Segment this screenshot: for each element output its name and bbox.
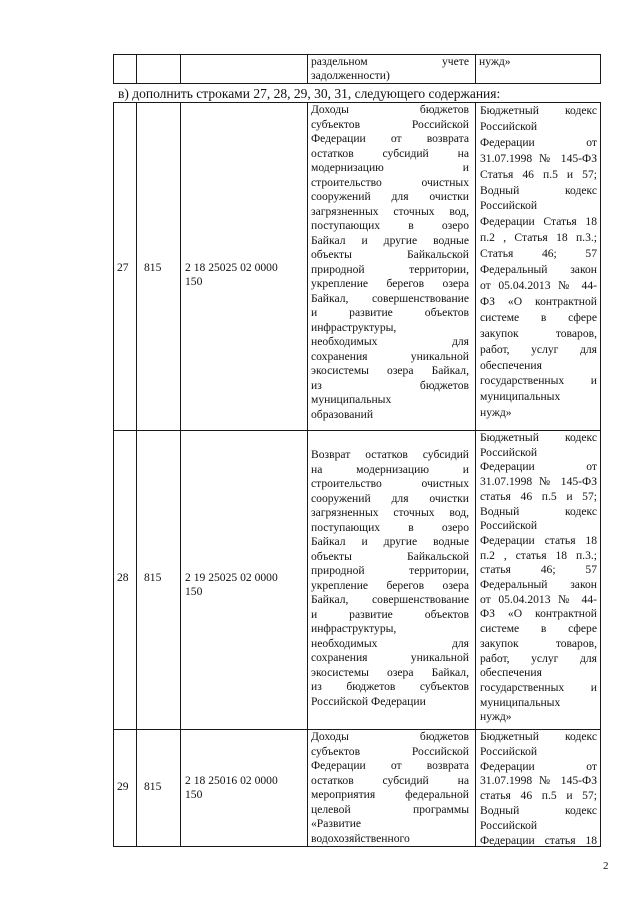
- text-line: Статья 46 п.5 и 57;: [480, 167, 597, 181]
- admin-code: 815: [144, 780, 162, 793]
- text-line: Федерации от возврата: [311, 759, 469, 772]
- text-line: Бюджетный кодекс: [480, 104, 597, 117]
- text-line: инфраструктуры,: [311, 320, 397, 334]
- text-line: и развитие объектов: [311, 607, 469, 621]
- text-line: обеспечения: [480, 358, 542, 372]
- text-line: п.2 , Статья 18 п.3.;: [480, 231, 597, 245]
- text-line: Российской Федерации: [311, 694, 426, 708]
- text-line: экосистемы озера Байкал,: [311, 665, 469, 679]
- text-line: Доходы бюджетов: [311, 103, 469, 116]
- text-line: 31.07.1998 № 145-ФЗ: [480, 151, 597, 165]
- text-line: Федерации от возврата: [311, 132, 469, 145]
- text-line: 31.07.1998 № 145-ФЗ: [480, 475, 597, 489]
- text-line: Федерации от: [480, 460, 597, 474]
- text-line: статья 46 п.5 и 57;: [480, 789, 597, 803]
- table-border: [600, 54, 601, 84]
- text-line: из бюджетов: [311, 378, 469, 392]
- text-line: сохранения уникальной: [311, 349, 469, 363]
- text-line: Водный кодекс: [480, 803, 597, 817]
- text-line: обеспечения: [480, 666, 542, 680]
- admin-code: 815: [144, 261, 162, 274]
- table-border: [180, 102, 181, 847]
- text-line: Федерации от: [480, 135, 597, 149]
- text-line: экосистемы озера Байкал,: [311, 364, 469, 377]
- table-border: [307, 102, 308, 847]
- text-line: 2 19 25025 02 0000: [185, 571, 278, 584]
- text-line: от 05.04.2013 № 44-: [480, 278, 597, 292]
- budget-code: [185, 261, 303, 288]
- description-cell: [311, 448, 469, 709]
- text-line: муниципальных: [480, 390, 561, 404]
- table-border: [113, 83, 601, 84]
- table-border: [113, 54, 114, 84]
- text-line: Байкал, совершенствование: [311, 593, 469, 606]
- text-line: укрепление берегов озера: [311, 578, 469, 592]
- text-line: строительство очистных: [311, 477, 469, 490]
- text-line: Федерации Статья 18: [480, 215, 597, 229]
- text-line: 2 18 25025 02 0000: [185, 261, 278, 274]
- text-line: субъектов Российской: [311, 744, 469, 758]
- text-line: природной территории,: [311, 262, 469, 276]
- text-line: модернизацию и: [311, 161, 469, 174]
- table-border: [136, 102, 137, 847]
- insert-heading: в) дополнить строками 27, 28, 29, 30, 31, следующего содержания:: [118, 86, 501, 101]
- text-line: работ, услуг для: [480, 651, 597, 665]
- text-line: государственных и: [480, 680, 597, 694]
- text-line: целевой программы: [311, 802, 469, 816]
- text-line: Российской: [480, 199, 538, 213]
- text-line: Байкал, совершенствование: [311, 291, 469, 305]
- text-line: 150: [185, 584, 203, 598]
- text-line: работ, услуг для: [480, 342, 597, 356]
- description-cell: [311, 103, 469, 422]
- text-line: муниципальных: [311, 393, 392, 406]
- text-line: Российской: [480, 818, 538, 832]
- text-line: образований: [311, 407, 374, 421]
- text-line: системе в сфере: [480, 622, 597, 636]
- text-line: закупок товаров,: [480, 636, 597, 650]
- text-line: загрязненных сточных вод,: [311, 204, 469, 218]
- table-border: [475, 54, 476, 84]
- text-line: Российской: [480, 519, 538, 533]
- text-line: сохранения уникальной: [311, 651, 469, 664]
- text-line: природной территории,: [311, 564, 469, 577]
- text-line: «Развитие: [311, 817, 362, 830]
- text-line: муниципальных: [480, 695, 561, 709]
- text-line: раздельном учете: [311, 55, 469, 68]
- text-line: объекты Байкальской: [311, 248, 469, 261]
- text-line: укрепление берегов озера: [311, 277, 469, 290]
- table-border: [113, 102, 114, 847]
- text-line: инфраструктуры,: [311, 622, 397, 635]
- text-line: закупок товаров,: [480, 326, 597, 340]
- text-line: статья 46; 57: [480, 563, 597, 577]
- text-line: остатков субсидий на: [311, 773, 469, 787]
- row-number: 28: [117, 571, 129, 584]
- text-line: п.2 , статья 18 п.3.;: [480, 548, 597, 562]
- text-line: Байкал и другие водные: [311, 233, 469, 247]
- text-line: остатков субсидий на: [311, 146, 469, 160]
- text-line: от 05.04.2013 № 44-: [480, 592, 597, 606]
- text-line: строительство очистных: [311, 175, 469, 189]
- text-line: субъектов Российской: [311, 117, 469, 131]
- text-line: государственных и: [480, 374, 597, 388]
- text-line: 150: [185, 274, 203, 288]
- text-line: нужд»: [480, 406, 512, 420]
- text-line: нужд»: [479, 55, 511, 68]
- text-line: Федеральный закон: [480, 578, 597, 592]
- text-line: Возврат остатков субсидий: [311, 448, 469, 461]
- text-line: 150: [185, 787, 203, 801]
- text-line: мероприятия федеральной: [311, 788, 469, 801]
- text-line: из бюджетов субъектов: [311, 680, 469, 693]
- text-line: и развитие объектов: [311, 306, 469, 319]
- admin-code: 815: [144, 571, 162, 584]
- row-number: 29: [117, 780, 129, 793]
- budget-code: [185, 571, 303, 598]
- text-line: Бюджетный кодекс: [480, 431, 597, 444]
- text-line: 2 18 25016 02 0000: [185, 774, 278, 787]
- text-line: Доходы бюджетов: [311, 730, 469, 743]
- text-line: загрязненных сточных вод,: [311, 506, 469, 519]
- table-border: [475, 102, 476, 847]
- law-cell: [480, 730, 597, 848]
- table-border: [600, 102, 601, 847]
- text-line: задолженности): [311, 68, 390, 82]
- text-line: необходимых для: [311, 636, 469, 650]
- text-line: сооружений для очистки: [311, 190, 469, 203]
- text-line: водохозяйственного: [311, 831, 410, 845]
- table-border: [136, 54, 137, 84]
- text-line: ФЗ «О контрактной: [480, 607, 597, 621]
- text-line: Бюджетный кодекс: [480, 730, 597, 743]
- text-line: 31.07.1998 № 145-ФЗ: [480, 774, 597, 788]
- text-line: Федеральный закон: [480, 263, 597, 277]
- top-fragment-description: [311, 55, 469, 82]
- description-cell: [311, 730, 469, 846]
- table-border: [180, 54, 181, 84]
- text-line: сооружений для очистки: [311, 491, 469, 505]
- text-line: Федерации от: [480, 759, 597, 773]
- budget-code: [185, 774, 303, 801]
- text-line: нужд»: [480, 710, 512, 724]
- text-line: Водный кодекс: [480, 183, 597, 197]
- text-line: Российской: [480, 445, 538, 459]
- text-line: на модернизацию и: [311, 462, 469, 476]
- text-line: поступающих в озеро: [311, 520, 469, 534]
- text-line: Федерации статья 18: [480, 533, 597, 547]
- text-line: необходимых для: [311, 335, 469, 348]
- text-line: поступающих в озеро: [311, 219, 469, 232]
- text-line: Байкал и другие водные: [311, 535, 469, 548]
- page-number: 2: [603, 860, 609, 872]
- row-number: 27: [117, 261, 129, 274]
- text-line: статья 46 п.5 и 57;: [480, 489, 597, 503]
- text-line: Федерации статья 18: [480, 833, 597, 847]
- text-line: Водный кодекс: [480, 504, 597, 518]
- text-line: Российской: [480, 119, 538, 133]
- law-cell: [480, 431, 597, 725]
- top-fragment-law: [479, 55, 597, 69]
- law-cell: [480, 103, 597, 421]
- text-line: Российской: [480, 744, 538, 758]
- text-line: ФЗ «О контрактной: [480, 294, 597, 308]
- text-line: объекты Байкальской: [311, 549, 469, 563]
- table-border: [307, 54, 308, 84]
- text-line: Статья 46; 57: [480, 247, 597, 261]
- text-line: системе в сфере: [480, 310, 597, 324]
